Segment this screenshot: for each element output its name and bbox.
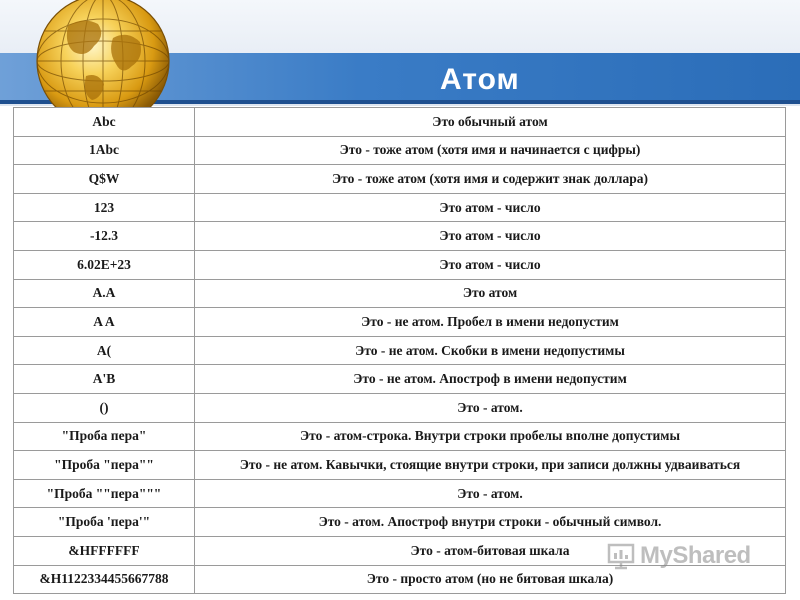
atom-description-cell: Это - не атом. Пробел в имени недопустим — [195, 308, 786, 337]
atom-description-cell: Это - атом-строка. Внутри строки пробелы вполне допустимы — [195, 422, 786, 451]
table-row — [14, 422, 786, 451]
table-row — [14, 108, 786, 137]
atom-description-cell: Это - атом. — [195, 393, 786, 422]
atom-example-cell: "Проба ""пера""" — [14, 479, 195, 508]
atom-description-cell: Это - не атом. Скобки в имени недопустимы — [195, 336, 786, 365]
atom-example-cell: () — [14, 393, 195, 422]
presentation-board-icon — [606, 541, 636, 571]
atom-description-cell: Это - не атом. Кавычки, стоящие внутри строки, при записи должны удваиваться — [195, 451, 786, 480]
atom-example-cell: Q$W — [14, 165, 195, 194]
watermark-text: MyShared — [640, 542, 751, 569]
atom-example-cell: "Проба пера" — [14, 422, 195, 451]
atom-description-cell: Это атом - число — [195, 193, 786, 222]
table-row — [14, 336, 786, 365]
atom-description-cell: Это - атом. — [195, 479, 786, 508]
atom-description-cell: Это - не атом. Апостроф в имени недопустим — [195, 365, 786, 394]
table-row — [14, 165, 786, 194]
atom-example-cell: A( — [14, 336, 195, 365]
slide-title: Атом — [440, 63, 520, 96]
watermark — [606, 540, 776, 572]
atom-example-cell: &H1122334455667788 — [14, 565, 195, 594]
atom-example-cell: Abc — [14, 108, 195, 137]
table-row — [14, 451, 786, 480]
atom-description-cell: Это обычный атом — [195, 108, 786, 137]
atom-example-cell: "Проба 'пера'" — [14, 508, 195, 537]
atom-description-cell: Это атом - число — [195, 222, 786, 251]
table-row — [14, 222, 786, 251]
atom-example-cell: -12.3 — [14, 222, 195, 251]
atom-example-cell: 123 — [14, 193, 195, 222]
atom-example-cell: 1Abc — [14, 136, 195, 165]
slide-header — [0, 0, 800, 106]
atom-example-cell: A'B — [14, 365, 195, 394]
atom-table-container — [13, 107, 786, 594]
atom-example-cell: A.A — [14, 279, 195, 308]
atom-example-cell: &HFFFFFF — [14, 536, 195, 565]
table-row — [14, 365, 786, 394]
table-row — [14, 508, 786, 537]
atom-description-cell: Это - тоже атом (хотя имя и содержит знак доллара) — [195, 165, 786, 194]
atom-example-cell: "Проба "пера"" — [14, 451, 195, 480]
atom-description-cell: Это - тоже атом (хотя имя и начинается с цифры) — [195, 136, 786, 165]
atom-description-cell: Это атом — [195, 279, 786, 308]
table-row — [14, 136, 786, 165]
atom-example-cell: A A — [14, 308, 195, 337]
table-row — [14, 479, 786, 508]
atom-description-cell: Это - атом. Апостроф внутри строки - обычный символ. — [195, 508, 786, 537]
table-row — [14, 308, 786, 337]
table-row — [14, 393, 786, 422]
table-row — [14, 193, 786, 222]
atom-table — [13, 107, 786, 594]
table-row — [14, 250, 786, 279]
atom-description-cell: Это - просто атом (но не битовая шкала) — [195, 565, 786, 594]
atom-description-cell: Это - атом-битовая шкала — [195, 536, 786, 565]
table-row — [14, 279, 786, 308]
atom-description-cell: Это атом - число — [195, 250, 786, 279]
atom-example-cell: 6.02E+23 — [14, 250, 195, 279]
